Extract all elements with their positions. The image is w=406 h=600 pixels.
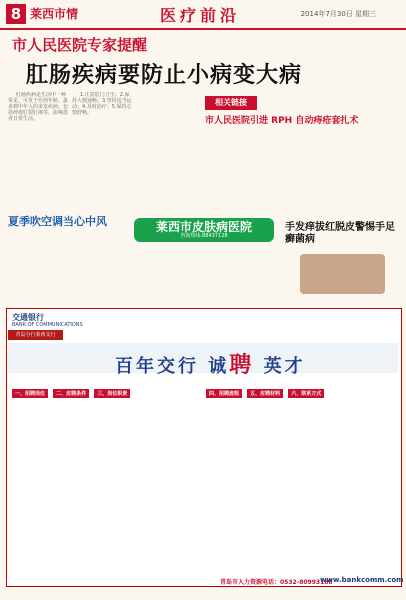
header-divider: [0, 28, 406, 30]
bank-english-name: BANK OF COMMUNICATIONS: [12, 322, 83, 328]
ad-section-heading: 六、联系方式: [288, 389, 324, 398]
hospital-name: 莱西市皮肤病医院: [155, 220, 252, 234]
ad-section-heading: 三、岗位职责: [94, 389, 130, 398]
ad-website: www.bankcomm.com: [320, 576, 404, 584]
body-text: 肛肠疾病是生活中一种常见、可发于任何年龄、最多到中年人的多发疾病。包括痔疮肛裂肛瘘等，影响患者日常生活。: [8, 92, 68, 122]
page-title: 医疗前沿: [159, 6, 240, 25]
related-link-tag: 相关链接: [205, 96, 257, 110]
hospital-banner: [134, 218, 274, 242]
related-article-title: 市人民医院引进 RPH 自动痔疮套扎术: [205, 116, 359, 126]
ad-section-heading: 二、应聘条件: [53, 389, 89, 398]
headline-highlight: 聘: [229, 353, 255, 378]
hand-photo: [300, 254, 385, 294]
ad-section-heading: 五、应聘材料: [247, 389, 283, 398]
ad-body-left: [12, 380, 202, 580]
date-line: 2014年7月30日 星期三: [300, 10, 376, 18]
page-header: [0, 0, 406, 30]
ad-phone: 青岛市人力资源电话：0532-80993188: [220, 579, 333, 586]
ad-body-right: [206, 380, 396, 580]
section-label: 莱西市情: [30, 7, 79, 21]
top-article-col2: [72, 92, 132, 204]
top-article-subtitle: 市人民医院专家提醒: [12, 36, 148, 54]
headline-post: 英才: [254, 356, 306, 377]
ad-section-heading: 四、招聘流程: [206, 389, 242, 398]
hand-article-title: 手发痒拔红脱皮警惕手足癣菌病: [285, 222, 395, 245]
top-article-title: 肛肠疾病要防止小病变大病: [26, 63, 303, 88]
bank-logo-text: 交通银行: [12, 313, 44, 322]
page-number: 8: [6, 4, 26, 24]
top-article-col1: [8, 92, 68, 204]
ad-section-heading: 一、招聘岗位: [12, 389, 48, 398]
summer-article-title: 夏季吹空调当心中风: [8, 215, 107, 228]
hospital-phone: 咨询热线:88437128: [180, 233, 228, 239]
body-text: 1.注意肛门卫生；2.保持大便通畅；3.坚持适当运动；4.及时治疗；5.保持心情舒畅。: [72, 92, 132, 116]
branch-label: 青岛分行莱西支行: [8, 330, 63, 340]
headline-pre: 百年交行 诚: [115, 356, 230, 377]
ad-headline: [115, 348, 306, 379]
